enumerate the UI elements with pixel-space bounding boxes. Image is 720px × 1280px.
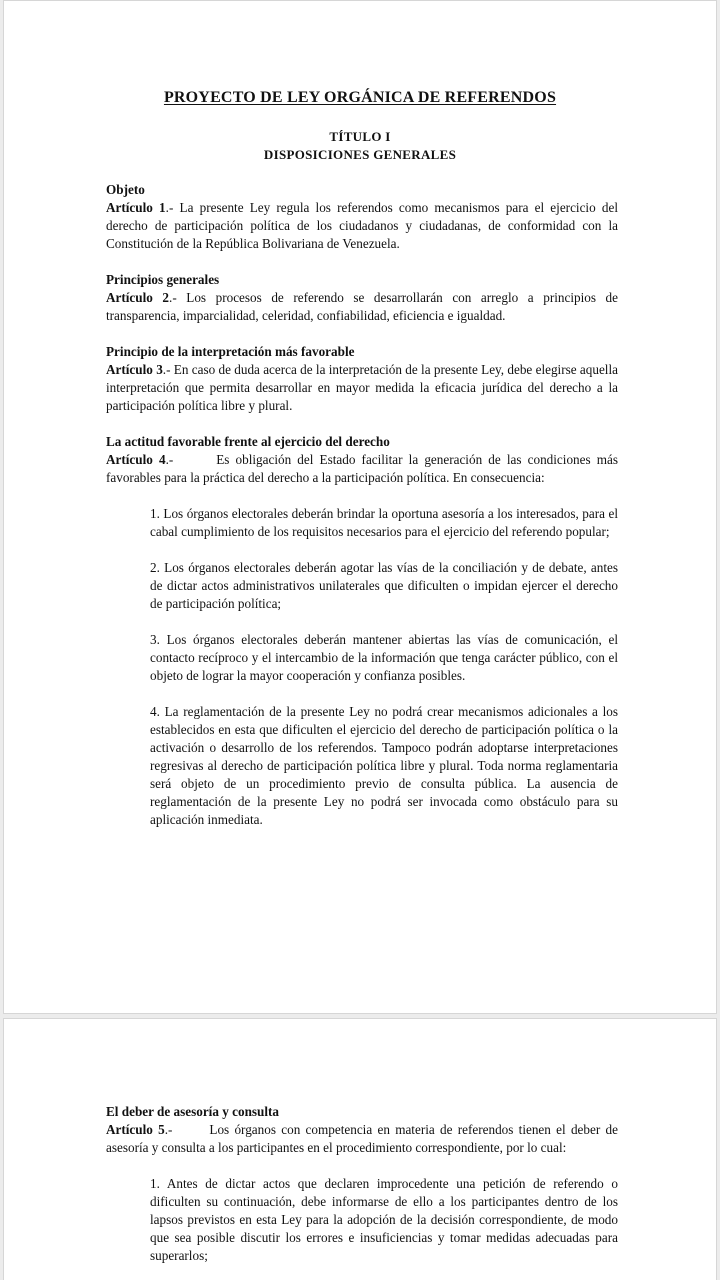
article-4 [106, 433, 618, 829]
article-body [106, 1121, 618, 1157]
article-label: Artículo 5 [106, 1122, 165, 1137]
list-item: 1. Los órganos electorales deberán brindar la oportuna asesoría a los interesados, para el cabal cumplimiento de los requisitos necesarios para el ejercicio del referendo popular; [150, 506, 618, 539]
article-separator: .- [162, 362, 174, 377]
article-3 [106, 343, 618, 415]
document-title: PROYECTO DE LEY ORGÁNICA DE REFERENDOS [163, 89, 557, 106]
list-item: 1. Antes de dictar actos que declaren improcedente una petición de referendo o dificulten su continuación, debe informarse de ello a los participantes dentro de los lapsos previstos en esta Ley para la adopción de la decisión correspondiente, de modo que sea posible discutir los errores e insuficiencias y tomar medidas adecuadas para superarlos; [150, 1176, 618, 1263]
article-separator: .- [164, 1122, 210, 1137]
article-separator: .- [165, 452, 217, 467]
article-body [106, 451, 618, 487]
list-item: 2. Los órganos electorales deberán agotar las vías de la conciliación y de debate, antes de dictar actos administrativos unilaterales que dificulten o impidan ejercer el derecho de participación política; [150, 560, 618, 611]
article-1 [106, 181, 618, 253]
article-text: La presente Ley regula los referendos como mecanismos para el ejercicio del derecho de participación política de los ciudadanos y ciudadanas, de conformidad con la Constitución de la República Bolivariana de Venezuela. [106, 200, 618, 251]
article-body [106, 361, 618, 415]
article-heading: Principios generales [106, 272, 220, 287]
document-page-2 [3, 1018, 717, 1280]
article-body [106, 289, 618, 325]
article-separator: .- [169, 290, 187, 305]
article-heading: Principio de la interpretación más favorable [106, 344, 355, 359]
article-label: Artículo 2 [106, 290, 170, 305]
titulo-number: TÍTULO I [329, 129, 391, 144]
article-text: Los procesos de referendo se desarrollarán con arreglo a principios de transparencia, imparcialidad, celeridad, confiabilidad, eficiencia e igualdad. [106, 290, 618, 323]
article-text: En caso de duda acerca de la interpretación de la presente Ley, debe elegirse aquella interpretación que permita desarrollar en mayor medida la eficacia jurídica del derecho a la participación política libre y plural. [106, 362, 618, 413]
article-heading: El deber de asesoría y consulta [106, 1104, 280, 1119]
article-label: Artículo 4 [106, 452, 166, 467]
document-page-1 [3, 0, 717, 1014]
list-item: 3. Los órganos electorales deberán mantener abiertas las vías de comunicación, el contacto recíproco y el intercambio de la información que tenga carácter público, con el objeto de lograr la mayor cooperación y confianza posibles. [150, 632, 618, 683]
title-heading-block [4, 128, 716, 164]
article-2 [106, 271, 618, 325]
article-text: Es obligación del Estado facilitar la generación de las condiciones más favorables para la práctica del derecho a la participación política. En consecuencia: [106, 452, 618, 485]
article-label: Artículo 3 [106, 362, 163, 377]
article-label: Artículo 1 [106, 200, 166, 215]
spacer [106, 1157, 618, 1175]
article-5 [106, 1103, 618, 1265]
spacer [106, 487, 618, 505]
page-1-content [106, 181, 618, 847]
article-heading: Objeto [106, 182, 145, 197]
article-body [106, 199, 618, 253]
article-text: Los órganos con competencia en materia de referendos tienen el deber de asesoría y consulta a los participantes en el procedimiento correspondiente, por lo cual: [106, 1122, 618, 1155]
titulo-name: DISPOSICIONES GENERALES [263, 147, 457, 162]
article-heading: La actitud favorable frente al ejercicio del derecho [106, 434, 390, 449]
list-item: 4. La reglamentación de la presente Ley no podrá crear mecanismos adicionales a los establecidos en esta que dificulten el ejercicio del derecho de participación política o la activación o desarrollo de los referendos. Tampoco podrán adoptarse interpretaciones regresivas al derecho de participación política libre y plural. Toda norma reglamentaria será objeto de un procedimiento previo de consulta pública. La ausencia de reglamentación de la presente Ley no podrá ser invocada como obstáculo para su aplicación inmediata. [150, 704, 618, 827]
article-separator: .- [165, 200, 180, 215]
page-2-content [106, 1103, 618, 1280]
